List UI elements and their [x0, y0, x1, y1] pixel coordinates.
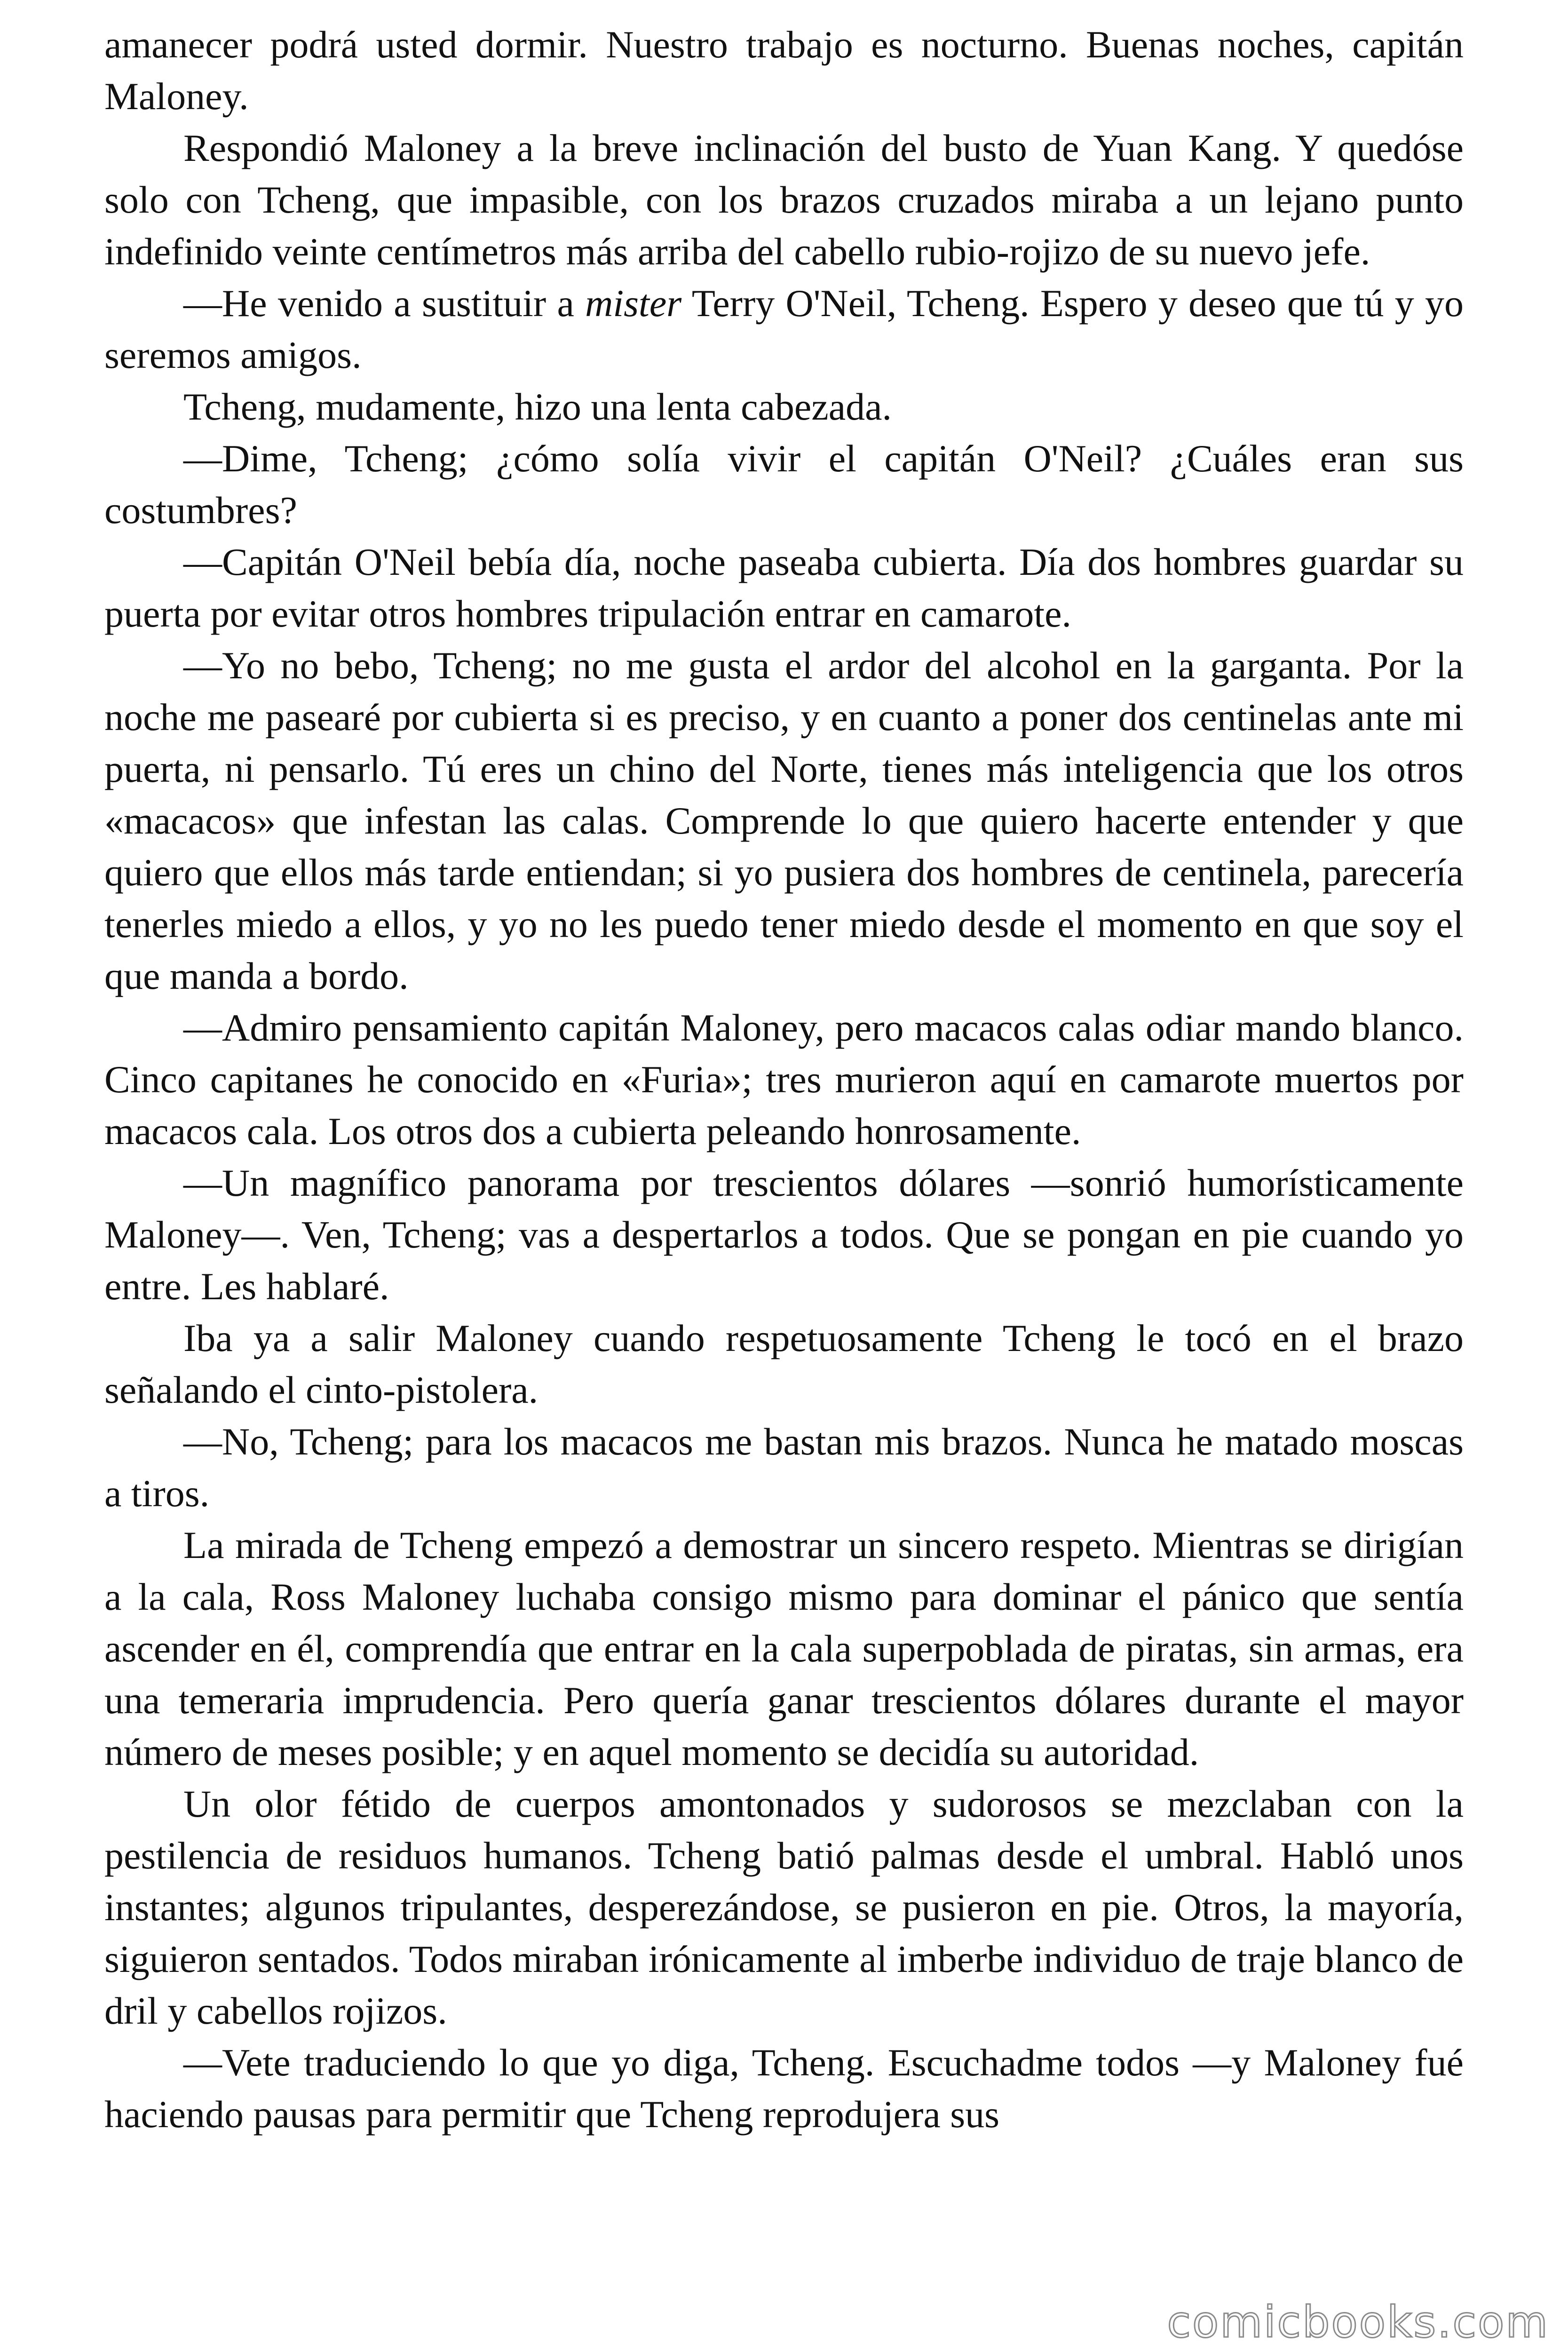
paragraph: Iba ya a salir Maloney cuando respetuosamente Tcheng le tocó en el brazo señalando el cinto-pistolera. [104, 1317, 1464, 1411]
paragraph: —Yo no bebo, Tcheng; no me gusta el ardor del alcohol en la garganta. Por la noche me pasearé por cubierta si es preciso, y en cuanto a poner dos centinelas ante mi puerta, ni pensarlo. Tú eres un chino del Norte, tienes más inteligencia que los otros «macacos» que infestan las calas. Comprende lo que quiero hacerte entender y que quiero que ellos más tarde entiendan; si yo pusiera dos hombres de centinela, parecería tenerles miedo a ellos, y yo no les puedo tener miedo desde el momento en que soy el que manda a bordo. [104, 644, 1464, 997]
paragraph-continuation: amanecer podrá usted dormir. Nuestro trabajo es nocturno. Buenas noches, capitán Maloney. [104, 23, 1464, 118]
paragraph: —Vete traduciendo lo que yo diga, Tcheng. Escuchadme todos —y Maloney fué haciendo pausas para permitir que Tcheng reprodujera sus [104, 2041, 1464, 2136]
paragraph-text: Terry O'Neil, Tcheng. Espero y deseo que tú y yo seremos amigos. [104, 282, 1464, 376]
paragraph: —Admiro pensamiento capitán Maloney, pero macacos calas odiar mando blanco. Cinco capitanes he conocido en «Furia»; tres murieron aquí en camarote muertos por macacos cala. Los otros dos a cubierta peleando honrosamente. [104, 1006, 1464, 1152]
paragraph: La mirada de Tcheng empezó a demostrar un sincero respeto. Mientras se dirigían a la cala, Ross Maloney luchaba consigo mismo para dominar el pánico que sentía ascender en él, comprendía que entrar en la cala superpoblada de piratas, sin armas, era una temeraria imprudencia. Pero quería ganar trescientos dólares durante el mayor número de meses posible; y en aquel momento se decidía su autoridad. [104, 1524, 1464, 1773]
book-page [104, 19, 1464, 2140]
watermark-logo: comicbooks.com [1167, 2297, 1549, 2347]
paragraph: —Capitán O'Neil bebía día, noche paseaba cubierta. Día dos hombres guardar su puerta por evitar otros hombres tripulación entrar en camarote. [104, 540, 1464, 635]
paragraph: Un olor fétido de cuerpos amontonados y sudorosos se mezclaban con la pestilencia de residuos humanos. Tcheng batió palmas desde el umbral. Habló unos instantes; algunos tripulantes, desperezándose, se pusieron en pie. Otros, la mayoría, siguieron sentados. Todos miraban irónicamente al imberbe individuo de traje blanco de dril y cabellos rojizos. [104, 1782, 1464, 2032]
paragraph-with-italic [104, 278, 1464, 381]
paragraph: —Dime, Tcheng; ¿cómo solía vivir el capitán O'Neil? ¿Cuáles eran sus costumbres? [104, 437, 1464, 532]
paragraph-text: —He venido a sustituir a [183, 282, 586, 325]
paragraph: —Un magnífico panorama por trescientos dólares —sonrió humorísticamente Maloney—. Ven, Tcheng; vas a despertarlos a todos. Que se pongan en pie cuando yo entre. Les hablaré. [104, 1161, 1464, 1308]
paragraph: —No, Tcheng; para los macacos me bastan mis brazos. Nunca he matado moscas a tiros. [104, 1420, 1464, 1515]
italic-word: mister [585, 282, 682, 325]
paragraph: Respondió Maloney a la breve inclinación del busto de Yuan Kang. Y quedóse solo con Tcheng, que impasible, con los brazos cruzados miraba a un lejano punto indefinido veinte centímetros más arriba del cabello rubio-rojizo de su nuevo jefe. [104, 127, 1464, 273]
paragraph: Tcheng, mudamente, hizo una lenta cabezada. [183, 385, 892, 428]
